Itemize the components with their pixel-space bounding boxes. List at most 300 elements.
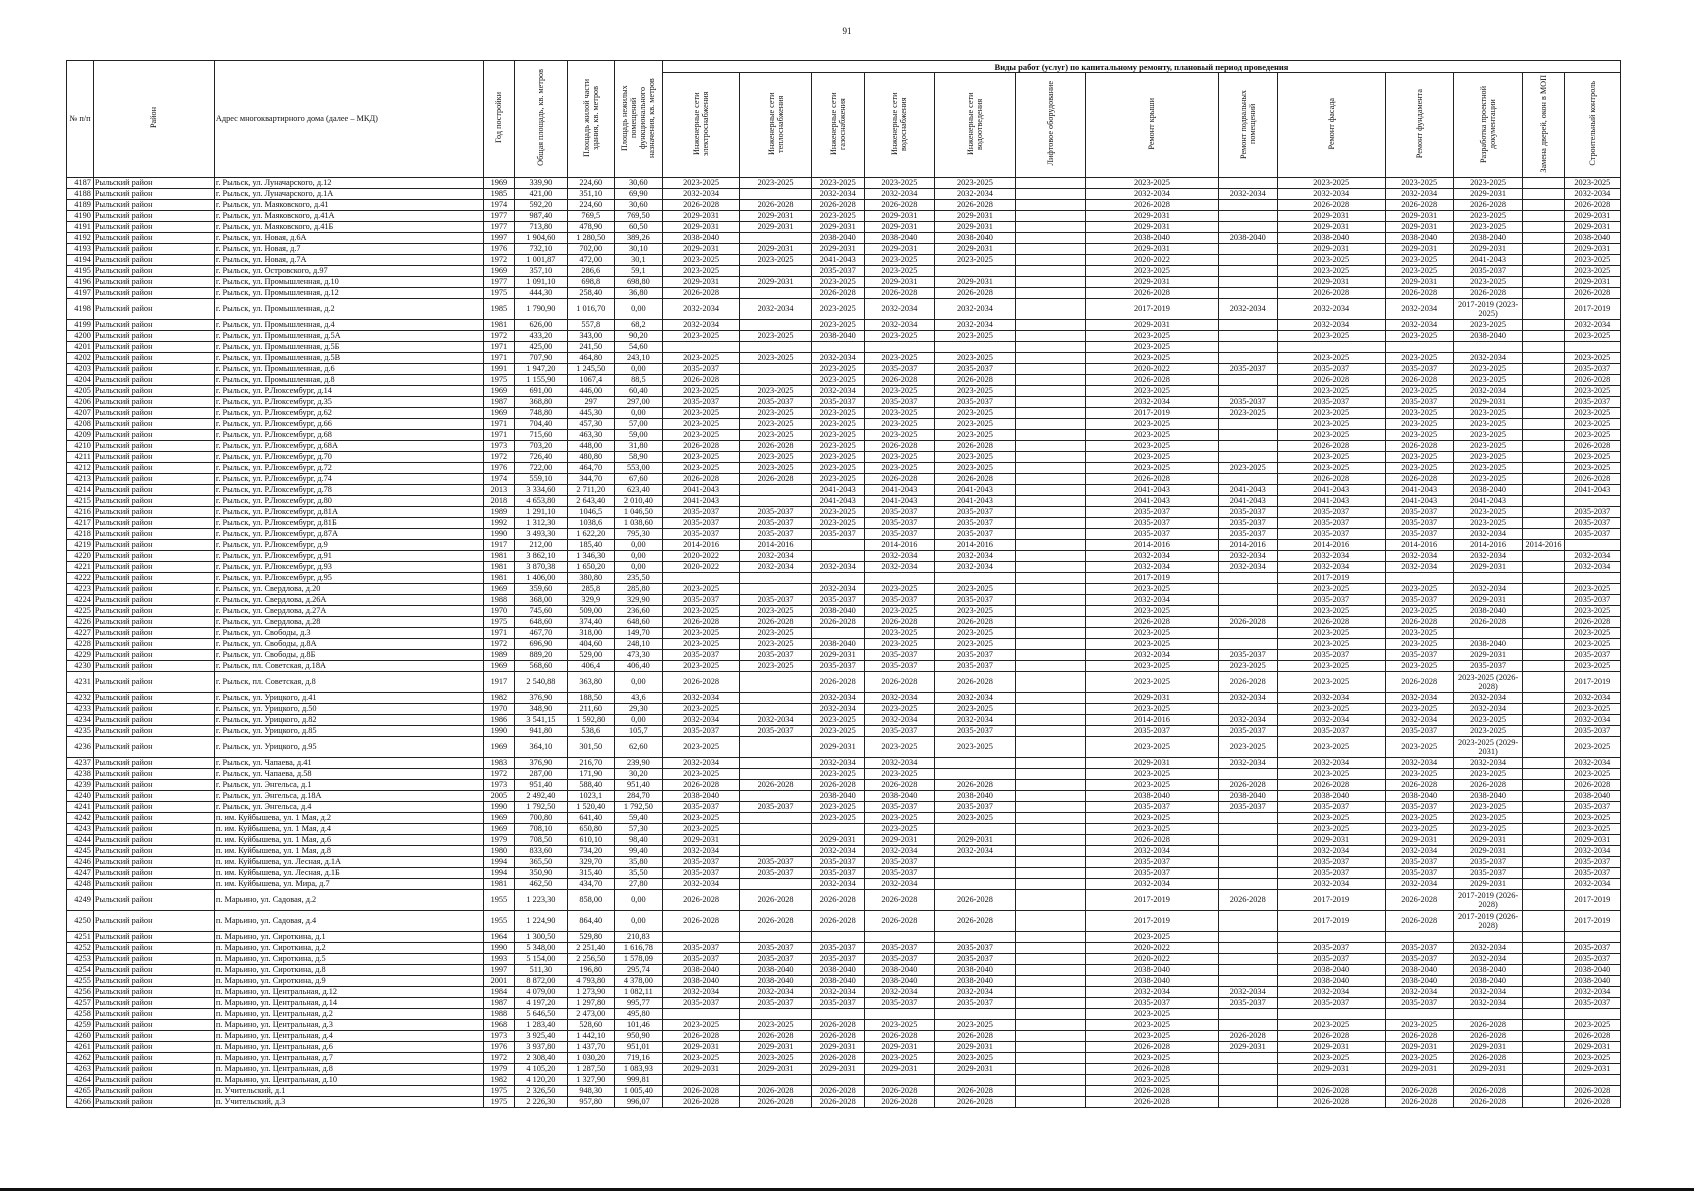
total-cell: 511,30 xyxy=(515,965,568,976)
found-cell: 2032-2034 xyxy=(1385,562,1453,573)
water-cell: 2035-2037 xyxy=(864,661,935,672)
elec-cell: 2026-2028 xyxy=(662,441,739,452)
addr-cell: г. Рыльск, ул. Промышленная, д.10 xyxy=(214,277,483,288)
no-cell: 4264 xyxy=(67,1075,94,1086)
elec-cell: 2035-2037 xyxy=(662,954,739,965)
sewer-cell: 2023-2025 xyxy=(935,255,1016,266)
heat-cell: 2032-2034 xyxy=(740,551,812,562)
dist-cell: Рыльский район xyxy=(93,1064,214,1075)
no-cell: 4222 xyxy=(67,573,94,584)
elec-cell: 2029-2031 xyxy=(662,211,739,222)
basement-cell: 2023-2025 xyxy=(1218,408,1277,419)
addr-cell: г. Рыльск, пл. Советская, д.18А xyxy=(214,661,483,672)
facade-cell: 2029-2031 xyxy=(1277,211,1385,222)
control-cell: 2029-2031 xyxy=(1564,277,1620,288)
found-cell: 2029-2031 xyxy=(1385,1042,1453,1053)
nonres-cell: 59,40 xyxy=(614,813,662,824)
design-cell: 2038-2040 xyxy=(1453,606,1522,617)
heat-cell xyxy=(740,791,812,802)
gas-cell: 2023-2025 xyxy=(811,320,864,331)
living-cell: 329,70 xyxy=(567,857,614,868)
addr-cell: г. Рыльск, ул. Промышленная, д.5А xyxy=(214,331,483,342)
roof-cell: 2029-2031 xyxy=(1086,222,1218,233)
control-cell: 2035-2037 xyxy=(1564,943,1620,954)
addr-cell: г. Рыльск, ул. Урицкого, д.82 xyxy=(214,715,483,726)
living-cell: 185,40 xyxy=(567,540,614,551)
year-cell: 1972 xyxy=(483,452,514,463)
design-cell: 2023-2025 xyxy=(1453,802,1522,813)
living-cell: 363,80 xyxy=(567,672,614,693)
gas-cell: 2041-2043 xyxy=(811,255,864,266)
heat-cell: 2023-2025 xyxy=(740,419,812,430)
facade-cell: 2035-2037 xyxy=(1277,364,1385,375)
dist-cell: Рыльский район xyxy=(93,595,214,606)
roof-cell: 2032-2034 xyxy=(1086,595,1218,606)
design-cell: 2026-2028 xyxy=(1453,200,1522,211)
gas-cell: 2035-2037 xyxy=(811,595,864,606)
elec-cell: 2023-2025 xyxy=(662,266,739,277)
heat-cell xyxy=(740,375,812,386)
facade-cell: 2023-2025 xyxy=(1277,178,1385,189)
control-cell: 2035-2037 xyxy=(1564,518,1620,529)
doors-cell xyxy=(1523,518,1564,529)
doors-cell xyxy=(1523,364,1564,375)
sewer-cell xyxy=(935,342,1016,353)
year-cell: 2005 xyxy=(483,791,514,802)
total-cell: 3 541,15 xyxy=(515,715,568,726)
nonres-cell: 1 616,78 xyxy=(614,943,662,954)
table-row xyxy=(67,551,1621,562)
doors-cell xyxy=(1523,802,1564,813)
facade-cell: 2023-2025 xyxy=(1277,386,1385,397)
water-cell: 2038-2040 xyxy=(864,965,935,976)
living-cell: 1 016,70 xyxy=(567,299,614,320)
facade-cell: 2035-2037 xyxy=(1277,650,1385,661)
header-work-4: Инженерные сети водоотведения xyxy=(935,73,1016,178)
no-cell: 4220 xyxy=(67,551,94,562)
design-cell: 2032-2034 xyxy=(1453,987,1522,998)
table-row xyxy=(67,1009,1621,1020)
dist-cell: Рыльский район xyxy=(93,452,214,463)
dist-cell: Рыльский район xyxy=(93,998,214,1009)
living-cell: 351,10 xyxy=(567,189,614,200)
found-cell: 2035-2037 xyxy=(1385,954,1453,965)
no-cell: 4204 xyxy=(67,375,94,386)
year-cell: 1990 xyxy=(483,529,514,540)
year-cell: 1969 xyxy=(483,386,514,397)
nonres-cell: 795,30 xyxy=(614,529,662,540)
living-cell: 1 346,30 xyxy=(567,551,614,562)
elec-cell: 2035-2037 xyxy=(662,529,739,540)
facade-cell: 2029-2031 xyxy=(1277,1064,1385,1075)
found-cell: 2032-2034 xyxy=(1385,551,1453,562)
lift-cell xyxy=(1015,780,1086,791)
heat-cell xyxy=(740,496,812,507)
addr-cell: г. Рыльск, ул. Свердлова, д.28 xyxy=(214,617,483,628)
addr-cell: г. Рыльск, ул. Р.Люксембург, д.81А xyxy=(214,507,483,518)
basement-cell xyxy=(1218,835,1277,846)
water-cell xyxy=(864,342,935,353)
sewer-cell: 2035-2037 xyxy=(935,726,1016,737)
table-row xyxy=(67,408,1621,419)
gas-cell: 2032-2034 xyxy=(811,987,864,998)
basement-cell xyxy=(1218,1097,1277,1108)
water-cell: 2023-2025 xyxy=(864,463,935,474)
gas-cell: 2026-2028 xyxy=(811,1031,864,1042)
roof-cell: 2023-2025 xyxy=(1086,266,1218,277)
roof-cell: 2038-2040 xyxy=(1086,791,1218,802)
facade-cell: 2035-2037 xyxy=(1277,726,1385,737)
nonres-cell: 36,80 xyxy=(614,288,662,299)
gas-cell: 2032-2034 xyxy=(811,704,864,715)
table-row xyxy=(67,200,1621,211)
basement-cell: 2014-2016 xyxy=(1218,540,1277,551)
sewer-cell: 2038-2040 xyxy=(935,965,1016,976)
sewer-cell: 2035-2037 xyxy=(935,518,1016,529)
found-cell: 2023-2025 xyxy=(1385,463,1453,474)
gas-cell: 2032-2034 xyxy=(811,353,864,364)
basement-cell: 2032-2034 xyxy=(1218,987,1277,998)
elec-cell: 2026-2028 xyxy=(662,375,739,386)
no-cell: 4193 xyxy=(67,244,94,255)
control-cell: 2023-2025 xyxy=(1564,628,1620,639)
no-cell: 4224 xyxy=(67,595,94,606)
control-cell: 2026-2028 xyxy=(1564,1031,1620,1042)
year-cell: 1972 xyxy=(483,769,514,780)
gas-cell: 2035-2037 xyxy=(811,943,864,954)
water-cell: 2023-2025 xyxy=(864,266,935,277)
nonres-cell: 60,50 xyxy=(614,222,662,233)
year-cell: 1975 xyxy=(483,288,514,299)
doors-cell xyxy=(1523,965,1564,976)
addr-cell: п. Марьино, ул. Сироткина, д.9 xyxy=(214,976,483,987)
found-cell: 2014-2016 xyxy=(1385,540,1453,551)
year-cell: 2018 xyxy=(483,496,514,507)
nonres-cell: 99,40 xyxy=(614,846,662,857)
basement-cell xyxy=(1218,1086,1277,1097)
control-cell: 2038-2040 xyxy=(1564,791,1620,802)
roof-cell: 2023-2025 xyxy=(1086,331,1218,342)
heat-cell xyxy=(740,846,812,857)
living-cell: 171,90 xyxy=(567,769,614,780)
lift-cell xyxy=(1015,408,1086,419)
doors-cell xyxy=(1523,222,1564,233)
living-cell: 374,40 xyxy=(567,617,614,628)
basement-cell: 2035-2037 xyxy=(1218,397,1277,408)
lift-cell xyxy=(1015,693,1086,704)
basement-cell: 2032-2034 xyxy=(1218,715,1277,726)
water-cell: 2035-2037 xyxy=(864,857,935,868)
roof-cell: 2035-2037 xyxy=(1086,802,1218,813)
no-cell: 4261 xyxy=(67,1042,94,1053)
no-cell: 4233 xyxy=(67,704,94,715)
doors-cell xyxy=(1523,255,1564,266)
water-cell: 2041-2043 xyxy=(864,496,935,507)
no-cell: 4232 xyxy=(67,693,94,704)
year-cell: 1981 xyxy=(483,879,514,890)
dist-cell: Рыльский район xyxy=(93,496,214,507)
nonres-cell: 58,90 xyxy=(614,452,662,463)
table-row xyxy=(67,277,1621,288)
control-cell: 2023-2025 xyxy=(1564,419,1620,430)
gas-cell: 2041-2043 xyxy=(811,485,864,496)
dist-cell: Рыльский район xyxy=(93,375,214,386)
facade-cell: 2017-2019 xyxy=(1277,573,1385,584)
gas-cell: 2026-2028 xyxy=(811,1020,864,1031)
heat-cell xyxy=(740,758,812,769)
doors-cell xyxy=(1523,617,1564,628)
no-cell: 4202 xyxy=(67,353,94,364)
roof-cell: 2026-2028 xyxy=(1086,1086,1218,1097)
header-nonres-area: Площадь нежилых помещений функционального назначения, кв. метров xyxy=(614,61,662,178)
heat-cell: 2035-2037 xyxy=(740,802,812,813)
gas-cell: 2032-2034 xyxy=(811,846,864,857)
sewer-cell xyxy=(935,769,1016,780)
roof-cell: 2029-2031 xyxy=(1086,758,1218,769)
table-row xyxy=(67,441,1621,452)
table-row xyxy=(67,584,1621,595)
gas-cell: 2032-2034 xyxy=(811,758,864,769)
basement-cell xyxy=(1218,606,1277,617)
facade-cell: 2026-2028 xyxy=(1277,1031,1385,1042)
doors-cell xyxy=(1523,375,1564,386)
addr-cell: г. Рыльск, ул. Р.Люксембург, д.35 xyxy=(214,397,483,408)
gas-cell xyxy=(811,573,864,584)
control-cell: 2026-2028 xyxy=(1564,375,1620,386)
nonres-cell: 495,80 xyxy=(614,1009,662,1020)
heat-cell: 2023-2025 xyxy=(740,639,812,650)
design-cell: 2023-2025 (2026-2028) xyxy=(1453,672,1522,693)
heat-cell: 2035-2037 xyxy=(740,507,812,518)
table-row xyxy=(67,954,1621,965)
nonres-cell: 30,20 xyxy=(614,769,662,780)
water-cell: 2035-2037 xyxy=(864,397,935,408)
lift-cell xyxy=(1015,911,1086,932)
table-row xyxy=(67,802,1621,813)
addr-cell: п. Марьино, ул. Садовая, д.2 xyxy=(214,890,483,911)
table-row xyxy=(67,386,1621,397)
no-cell: 4228 xyxy=(67,639,94,650)
total-cell: 1 947,20 xyxy=(515,364,568,375)
water-cell: 2026-2028 xyxy=(864,1031,935,1042)
no-cell: 4242 xyxy=(67,813,94,824)
control-cell: 2041-2043 xyxy=(1564,485,1620,496)
table-row xyxy=(67,573,1621,584)
sewer-cell: 2026-2028 xyxy=(935,474,1016,485)
gas-cell: 2038-2040 xyxy=(811,233,864,244)
table-row xyxy=(67,998,1621,1009)
control-cell: 2035-2037 xyxy=(1564,595,1620,606)
nonres-cell: 243,10 xyxy=(614,353,662,364)
sewer-cell: 2023-2025 xyxy=(935,813,1016,824)
dist-cell: Рыльский район xyxy=(93,430,214,441)
nonres-cell: 2 010,40 xyxy=(614,496,662,507)
living-cell: 509,00 xyxy=(567,606,614,617)
lift-cell xyxy=(1015,879,1086,890)
design-cell: 2041-2043 xyxy=(1453,255,1522,266)
design-cell: 2041-2043 xyxy=(1453,496,1522,507)
addr-cell: г. Рыльск, ул. Промышленная, д.8 xyxy=(214,375,483,386)
total-cell: 696,90 xyxy=(515,639,568,650)
year-cell: 1976 xyxy=(483,1042,514,1053)
gas-cell: 2035-2037 xyxy=(811,954,864,965)
sewer-cell: 2035-2037 xyxy=(935,661,1016,672)
no-cell: 4225 xyxy=(67,606,94,617)
basement-cell xyxy=(1218,353,1277,364)
found-cell: 2032-2034 xyxy=(1385,758,1453,769)
water-cell: 2023-2025 xyxy=(864,824,935,835)
elec-cell: 2026-2028 xyxy=(662,911,739,932)
total-cell: 3 493,30 xyxy=(515,529,568,540)
design-cell: 2023-2025 xyxy=(1453,474,1522,485)
heat-cell xyxy=(740,672,812,693)
living-cell: 464,70 xyxy=(567,463,614,474)
roof-cell: 2032-2034 xyxy=(1086,551,1218,562)
lift-cell xyxy=(1015,211,1086,222)
found-cell: 2023-2025 xyxy=(1385,452,1453,463)
lift-cell xyxy=(1015,802,1086,813)
addr-cell: п. Марьино, ул. Центральная, д.8 xyxy=(214,1064,483,1075)
table-row xyxy=(67,1020,1621,1031)
heat-cell: 2038-2040 xyxy=(740,976,812,987)
addr-cell: п. им. Куйбышева, ул. 1 Мая, д.8 xyxy=(214,846,483,857)
control-cell: 2032-2034 xyxy=(1564,562,1620,573)
living-cell: 2 256,50 xyxy=(567,954,614,965)
roof-cell: 2026-2028 xyxy=(1086,835,1218,846)
roof-cell: 2026-2028 xyxy=(1086,288,1218,299)
addr-cell: г. Рыльск, ул. Р.Люксембург, д.9 xyxy=(214,540,483,551)
table-row xyxy=(67,189,1621,200)
dist-cell: Рыльский район xyxy=(93,342,214,353)
living-cell: 1 622,20 xyxy=(567,529,614,540)
water-cell: 2029-2031 xyxy=(864,277,935,288)
gas-cell: 2029-2031 xyxy=(811,1064,864,1075)
lift-cell xyxy=(1015,331,1086,342)
elec-cell: 2023-2025 xyxy=(662,1020,739,1031)
year-cell: 1977 xyxy=(483,222,514,233)
water-cell: 2026-2028 xyxy=(864,474,935,485)
total-cell: 1 224,90 xyxy=(515,911,568,932)
table-row xyxy=(67,606,1621,617)
no-cell: 4253 xyxy=(67,954,94,965)
doors-cell xyxy=(1523,551,1564,562)
table-row xyxy=(67,868,1621,879)
dist-cell: Рыльский район xyxy=(93,485,214,496)
lift-cell xyxy=(1015,266,1086,277)
design-cell xyxy=(1453,342,1522,353)
heat-cell: 2032-2034 xyxy=(740,715,812,726)
no-cell: 4266 xyxy=(67,1097,94,1108)
elec-cell: 2029-2031 xyxy=(662,835,739,846)
living-cell: 529,00 xyxy=(567,650,614,661)
control-cell: 2032-2034 xyxy=(1564,551,1620,562)
gas-cell: 2023-2025 xyxy=(811,441,864,452)
design-cell xyxy=(1453,1009,1522,1020)
table-row xyxy=(67,518,1621,529)
roof-cell: 2023-2025 xyxy=(1086,672,1218,693)
elec-cell: 2023-2025 xyxy=(662,408,739,419)
doors-cell xyxy=(1523,353,1564,364)
gas-cell: 2023-2025 xyxy=(811,277,864,288)
dist-cell: Рыльский район xyxy=(93,617,214,628)
dist-cell: Рыльский район xyxy=(93,1097,214,1108)
basement-cell: 2023-2025 xyxy=(1218,661,1277,672)
living-cell: 2 643,40 xyxy=(567,496,614,507)
table-row xyxy=(67,1086,1621,1097)
found-cell: 2026-2028 xyxy=(1385,1031,1453,1042)
gas-cell: 2035-2037 xyxy=(811,868,864,879)
table-row xyxy=(67,299,1621,320)
design-cell: 2017-2019 (2026-2028) xyxy=(1453,911,1522,932)
facade-cell: 2026-2028 xyxy=(1277,474,1385,485)
lift-cell xyxy=(1015,628,1086,639)
roof-cell: 2023-2025 xyxy=(1086,813,1218,824)
water-cell: 2035-2037 xyxy=(864,518,935,529)
no-cell: 4245 xyxy=(67,846,94,857)
heat-cell xyxy=(740,584,812,595)
basement-cell: 2023-2025 xyxy=(1218,463,1277,474)
dist-cell: Рыльский район xyxy=(93,211,214,222)
nonres-cell: 43,6 xyxy=(614,693,662,704)
facade-cell xyxy=(1277,1075,1385,1086)
heat-cell: 2026-2028 xyxy=(740,200,812,211)
roof-cell: 2029-2031 xyxy=(1086,320,1218,331)
table-row xyxy=(67,661,1621,672)
basement-cell xyxy=(1218,879,1277,890)
found-cell: 2023-2025 xyxy=(1385,408,1453,419)
table-row xyxy=(67,178,1621,189)
facade-cell: 2023-2025 xyxy=(1277,813,1385,824)
total-cell: 1 790,90 xyxy=(515,299,568,320)
year-cell: 1969 xyxy=(483,824,514,835)
dist-cell: Рыльский район xyxy=(93,1053,214,1064)
found-cell: 2026-2028 xyxy=(1385,1097,1453,1108)
control-cell: 2032-2034 xyxy=(1564,879,1620,890)
dist-cell: Рыльский район xyxy=(93,233,214,244)
dist-cell: Рыльский район xyxy=(93,868,214,879)
basement-cell xyxy=(1218,222,1277,233)
no-cell: 4223 xyxy=(67,584,94,595)
basement-cell xyxy=(1218,1075,1277,1086)
control-cell: 2023-2025 xyxy=(1564,386,1620,397)
dist-cell: Рыльский район xyxy=(93,507,214,518)
sewer-cell xyxy=(935,824,1016,835)
gas-cell xyxy=(811,540,864,551)
basement-cell xyxy=(1218,573,1277,584)
year-cell: 1973 xyxy=(483,1031,514,1042)
doors-cell xyxy=(1523,463,1564,474)
design-cell: 2017-2019 (2023-2025) xyxy=(1453,299,1522,320)
facade-cell: 2026-2028 xyxy=(1277,1086,1385,1097)
total-cell: 357,10 xyxy=(515,266,568,277)
heat-cell: 2023-2025 xyxy=(740,430,812,441)
gas-cell: 2029-2031 xyxy=(811,650,864,661)
addr-cell: п. Марьино, ул. Центральная, д.2 xyxy=(214,1009,483,1020)
doors-cell xyxy=(1523,266,1564,277)
nonres-cell: 31,80 xyxy=(614,441,662,452)
roof-cell: 2023-2025 xyxy=(1086,463,1218,474)
dist-cell: Рыльский район xyxy=(93,408,214,419)
control-cell: 2035-2037 xyxy=(1564,529,1620,540)
year-cell: 1984 xyxy=(483,987,514,998)
sewer-cell: 2023-2025 xyxy=(935,628,1016,639)
sewer-cell xyxy=(935,932,1016,943)
total-cell: 376,90 xyxy=(515,693,568,704)
year-cell: 1972 xyxy=(483,639,514,650)
year-cell: 1969 xyxy=(483,266,514,277)
table-row xyxy=(67,463,1621,474)
lift-cell xyxy=(1015,441,1086,452)
